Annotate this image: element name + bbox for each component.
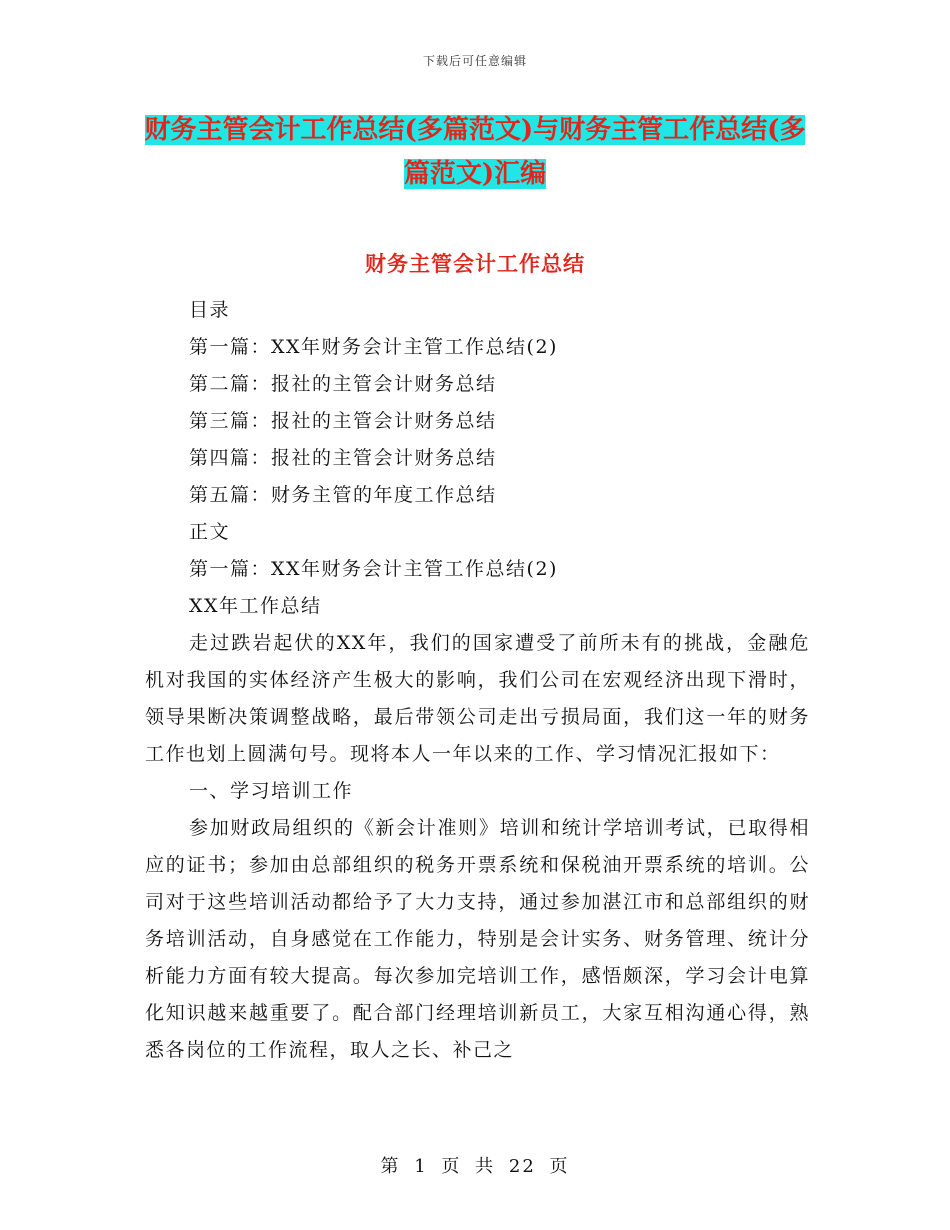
- toc-item: 第四篇：报社的主管会计财务总结: [189, 447, 497, 469]
- footer-total-word: 共: [475, 1156, 496, 1177]
- toc-item: 第二篇：报社的主管会计财务总结: [189, 373, 497, 395]
- paragraph: 走过跌岩起伏的XX年，我们的国家遭受了前所未有的挑战，金融危机对我国的实体经济产生极大的影响，我们公司在宏观经济出现下滑时，领导果断决策调整战略，最后带领公司走出亏损局面，我们这一年的财务工作也划上圆满句号。现将本人一年以来的工作、学习情况汇报如下：: [145, 632, 810, 765]
- toc-item: 第五篇：财务主管的年度工作总结: [189, 484, 497, 506]
- section-title: 财务主管会计工作总结: [365, 251, 585, 276]
- document-body: [145, 292, 810, 1069]
- footer-total-pages: 22: [508, 1156, 536, 1177]
- body-label: 正文: [189, 521, 231, 543]
- page-footer: [0, 1152, 950, 1178]
- paragraph: 参加财政局组织的《新会计准则》培训和统计学培训考试，已取得相应的证书；参加由总部组织的税务开票系统和保税油开票系统的培训。公司对于这些培训活动都给予了大力支持，通过参加湛江市和总部组织的财务培训活动，自身感觉在工作能力，特别是会计实务、财务管理、统计分析能力方面有较大提高。每次参加完培训工作，感悟颇深，学习会计电算化知识越来越重要了。配合部门经理培训新员工，大家互相沟通心得，熟悉各岗位的工作流程，取人之长、补己之: [145, 817, 810, 1061]
- article-subheading: XX年工作总结: [189, 595, 322, 617]
- header-note: 下载后可任意编辑: [422, 54, 527, 68]
- subsection-heading: 一、学习培训工作: [189, 780, 354, 802]
- toc-item: 第一篇：XX年财务会计主管工作总结(2): [189, 336, 558, 358]
- document-title: [140, 108, 810, 196]
- document-title-text: 财务主管会计工作总结(多篇范文)与财务主管工作总结(多篇范文)汇编: [144, 115, 806, 189]
- footer-page-word: 页: [441, 1156, 462, 1177]
- toc-label: 目录: [189, 299, 231, 321]
- article-heading: 第一篇：XX年财务会计主管工作总结(2): [189, 558, 558, 580]
- toc-item: 第三篇：报社的主管会计财务总结: [189, 410, 497, 432]
- footer-suffix: 页: [549, 1156, 570, 1177]
- footer-page-number: 1: [414, 1156, 428, 1177]
- footer-prefix: 第: [380, 1156, 401, 1177]
